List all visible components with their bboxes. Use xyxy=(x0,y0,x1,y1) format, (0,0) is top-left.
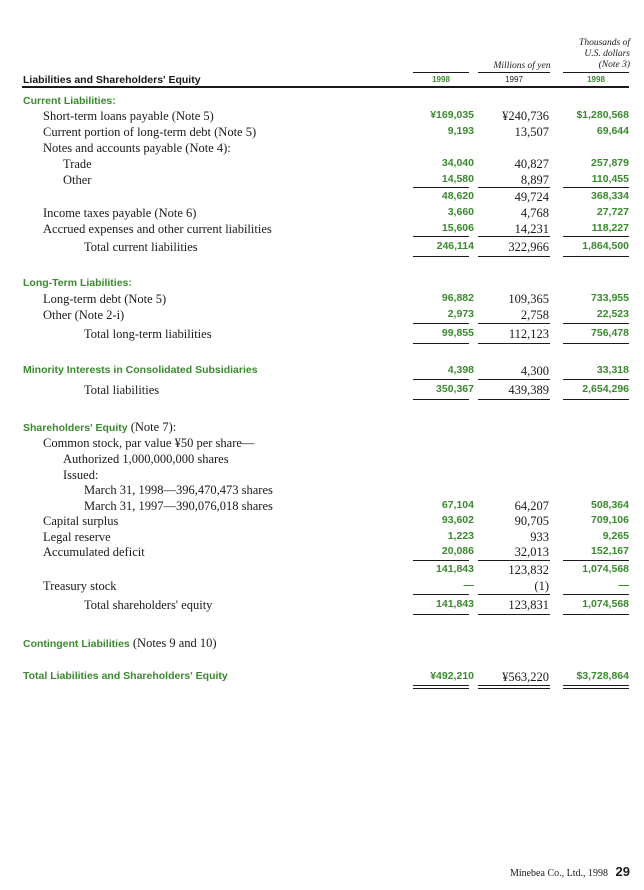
row-issued xyxy=(0,468,644,484)
row-payable-subtotal xyxy=(0,190,644,206)
row-long-term-debt xyxy=(0,292,644,308)
value-1998: 67,104 xyxy=(441,499,474,511)
value-usd: 1,074,568 xyxy=(582,598,629,610)
section-title: Current Liabilities: xyxy=(23,95,116,107)
section-contingent xyxy=(0,636,644,652)
total-equity-rule-1997 xyxy=(478,594,550,595)
total-current-rule-usd xyxy=(563,236,629,237)
value-1997: 4,768 xyxy=(520,206,549,220)
value-usd: 33,318 xyxy=(596,364,629,376)
total-lt-rule-1997 xyxy=(478,323,550,324)
row-label: Total shareholders' equity xyxy=(84,598,213,612)
value-usd: 69,644 xyxy=(596,125,629,137)
row-label: Current portion of long-term debt (Note 5) xyxy=(43,125,257,139)
section-long-term xyxy=(0,277,644,293)
total-liab-under-1997 xyxy=(478,399,550,400)
value-usd: 709,106 xyxy=(591,514,629,526)
footer-company: Minebea Co., Ltd., 1998 xyxy=(509,868,608,879)
row-total-current xyxy=(0,240,644,256)
col-header-usd-1998: 1998 xyxy=(587,75,605,84)
page-number: 29 xyxy=(615,864,630,879)
value-1998: 4,398 xyxy=(447,364,474,376)
row-label: Notes and accounts payable (Note 4): xyxy=(43,141,231,155)
value-1997: 49,724 xyxy=(514,190,549,204)
row-label: Authorized 1,000,000,000 shares xyxy=(63,452,229,466)
total-liab-under-1998 xyxy=(413,399,469,400)
total-equity-rule-1998 xyxy=(413,594,469,595)
row-income-taxes xyxy=(0,206,644,222)
row-notes-payable xyxy=(0,141,644,157)
value-usd: 27,727 xyxy=(596,206,629,218)
row-short-term-loans xyxy=(0,109,644,125)
equity-subtotal-rule-usd xyxy=(563,560,629,561)
row-label: Capital surplus xyxy=(43,514,119,528)
section-title xyxy=(23,636,217,651)
value-1997: 8,897 xyxy=(520,173,549,187)
row-label: Issued: xyxy=(63,468,99,482)
subtotal-rule-usd xyxy=(563,187,629,188)
section-shareholders-equity xyxy=(0,420,644,436)
value-usd: $3,728,864 xyxy=(576,670,629,682)
value-1997: ¥240,736 xyxy=(502,109,549,123)
col-header-1997: 1997 xyxy=(505,75,523,84)
subtotal-rule-1997 xyxy=(478,187,550,188)
row-legal-reserve xyxy=(0,530,644,546)
grand-total-under2-1998 xyxy=(413,688,469,689)
value-usd: 1,864,500 xyxy=(582,240,629,252)
value-1998: 14,580 xyxy=(441,173,474,185)
value-1998: 15,606 xyxy=(441,222,474,234)
total-liab-rule-usd xyxy=(563,379,629,380)
row-label: Total current liabilities xyxy=(84,240,198,254)
value-usd: $1,280,568 xyxy=(576,109,629,121)
row-other-long-term xyxy=(0,308,644,324)
row-label: Other xyxy=(63,173,92,187)
value-1998: 141,843 xyxy=(436,598,474,610)
value-usd: 1,074,568 xyxy=(582,563,629,575)
row-total-equity xyxy=(0,598,644,614)
grand-total-under2-usd xyxy=(563,688,629,689)
value-1997: 112,123 xyxy=(508,327,549,341)
row-label: Trade xyxy=(63,157,92,171)
value-1998: 350,367 xyxy=(436,383,474,395)
value-1997: 439,389 xyxy=(508,383,549,397)
value-usd: 368,334 xyxy=(591,190,629,202)
value-1997: 40,827 xyxy=(514,157,549,171)
grand-total-under-usd xyxy=(563,685,629,686)
value-1997: 64,207 xyxy=(514,499,549,513)
total-current-under-usd xyxy=(563,256,629,257)
row-label: Long-term debt (Note 5) xyxy=(43,292,167,306)
subtotal-rule-1998 xyxy=(413,187,469,188)
row-label: Income taxes payable (Note 6) xyxy=(43,206,197,220)
header-rule-1998 xyxy=(413,72,469,73)
value-1998: 96,882 xyxy=(441,292,474,304)
row-label: Accrued expenses and other current liabilities xyxy=(43,222,272,236)
row-label: Short-term loans payable (Note 5) xyxy=(43,109,214,123)
grand-total-under2-1997 xyxy=(478,688,550,689)
total-lt-rule-1998 xyxy=(413,323,469,324)
section-title: Minority Interests in Consolidated Subsidiaries xyxy=(23,364,258,376)
value-1997: 32,013 xyxy=(514,545,549,559)
value-usd: 110,455 xyxy=(591,173,629,185)
total-current-rule-1997 xyxy=(478,236,550,237)
value-1998: 34,040 xyxy=(441,157,474,169)
value-1997: 123,831 xyxy=(508,598,549,612)
value-1998: ¥169,035 xyxy=(430,109,474,121)
value-1997: (1) xyxy=(534,579,549,593)
value-usd: — xyxy=(618,579,629,591)
value-1998: 2,973 xyxy=(447,308,474,320)
row-label: Treasury stock xyxy=(43,579,117,593)
row-label: Total liabilities xyxy=(84,383,160,397)
row-label: Other (Note 2-i) xyxy=(43,308,125,322)
value-usd: 152,167 xyxy=(591,545,629,557)
section-note: (Note 7): xyxy=(127,420,177,434)
table-title: Liabilities and Shareholders' Equity xyxy=(23,74,201,86)
total-liab-rule-1998 xyxy=(413,379,469,380)
value-1998: 246,114 xyxy=(436,240,474,252)
value-1997: 90,705 xyxy=(514,514,549,528)
value-1997: 4,300 xyxy=(520,364,549,378)
usd-header-line-2: U.S. dollars xyxy=(584,49,630,59)
value-1998: — xyxy=(463,579,474,591)
yen-column-header: Millions of yen xyxy=(493,61,551,71)
total-current-under-1997 xyxy=(478,256,550,257)
value-1998: 9,193 xyxy=(447,125,474,137)
total-liab-under-usd xyxy=(563,399,629,400)
row-label: Accumulated deficit xyxy=(43,545,145,559)
value-1997: 123,832 xyxy=(508,563,549,577)
header-thick-rule xyxy=(22,86,629,88)
value-1998: ¥492,210 xyxy=(430,670,474,682)
section-title: Long-Term Liabilities: xyxy=(23,277,132,289)
section-note: (Notes 9 and 10) xyxy=(129,636,217,650)
section-title: Total Liabilities and Shareholders' Equity xyxy=(23,670,228,682)
value-usd: 756,478 xyxy=(591,327,629,339)
total-lt-under-1998 xyxy=(413,343,469,344)
value-1998: 3,660 xyxy=(447,206,474,218)
row-common-stock xyxy=(0,436,644,452)
usd-header-line-3: (Note 3) xyxy=(598,60,630,70)
value-1997: 13,507 xyxy=(514,125,549,139)
section-title-text: Contingent Liabilities xyxy=(23,638,130,650)
header-rule-usd xyxy=(563,72,629,73)
row-capital-surplus xyxy=(0,514,644,530)
row-current-portion-ltd xyxy=(0,125,644,141)
value-1998: 20,086 xyxy=(441,545,474,557)
row-total-liabilities xyxy=(0,383,644,399)
value-1998: 99,855 xyxy=(441,327,474,339)
equity-subtotal-rule-1997 xyxy=(478,560,550,561)
usd-header-line-1: Thousands of xyxy=(579,38,630,48)
grand-total-under-1997 xyxy=(478,685,550,686)
value-1997: 933 xyxy=(530,530,549,544)
value-1997: 109,365 xyxy=(508,292,549,306)
value-usd: 22,523 xyxy=(596,308,629,320)
equity-subtotal-rule-1998 xyxy=(413,560,469,561)
value-1997: 322,966 xyxy=(508,240,549,254)
row-label: March 31, 1997—390,076,018 shares xyxy=(84,499,273,513)
value-1997: ¥563,220 xyxy=(502,670,549,684)
row-label: March 31, 1998—396,470,473 shares xyxy=(84,483,273,497)
total-equity-under-1997 xyxy=(478,614,550,615)
total-equity-under-1998 xyxy=(413,614,469,615)
header-rule-1997 xyxy=(478,72,550,73)
row-issued-1998 xyxy=(0,483,644,499)
row-equity-subtotal xyxy=(0,563,644,579)
row-label: Total long-term liabilities xyxy=(84,327,212,341)
row-trade xyxy=(0,157,644,173)
row-issued-1997 xyxy=(0,499,644,515)
value-usd: 257,879 xyxy=(591,157,629,169)
row-minority-interests xyxy=(0,364,644,380)
value-usd: 118,227 xyxy=(591,222,629,234)
row-total-long-term xyxy=(0,327,644,343)
col-header-1998: 1998 xyxy=(432,75,450,84)
row-treasury-stock xyxy=(0,579,644,595)
value-1998: 141,843 xyxy=(436,563,474,575)
value-usd: 508,364 xyxy=(591,499,629,511)
row-label: Common stock, par value ¥50 per share— xyxy=(43,436,255,450)
value-usd: 2,654,296 xyxy=(582,383,629,395)
row-grand-total xyxy=(0,670,644,686)
row-accumulated-deficit xyxy=(0,545,644,561)
value-1997: 2,758 xyxy=(520,308,549,322)
total-current-rule-1998 xyxy=(413,236,469,237)
total-lt-rule-usd xyxy=(563,323,629,324)
total-equity-rule-usd xyxy=(563,594,629,595)
value-1998: 93,602 xyxy=(441,514,474,526)
grand-total-under-1998 xyxy=(413,685,469,686)
value-usd: 733,955 xyxy=(591,292,629,304)
row-authorized xyxy=(0,452,644,468)
section-title xyxy=(23,420,176,435)
total-equity-under-usd xyxy=(563,614,629,615)
value-usd: 9,265 xyxy=(602,530,629,542)
value-1998: 1,223 xyxy=(447,530,474,542)
value-1997: 14,231 xyxy=(514,222,549,236)
total-current-under-1998 xyxy=(413,256,469,257)
total-lt-under-1997 xyxy=(478,343,550,344)
row-label: Legal reserve xyxy=(43,530,111,544)
total-lt-under-usd xyxy=(563,343,629,344)
section-title-text: Shareholders' Equity xyxy=(23,422,128,434)
value-1998: 48,620 xyxy=(441,190,474,202)
total-liab-rule-1997 xyxy=(478,379,550,380)
